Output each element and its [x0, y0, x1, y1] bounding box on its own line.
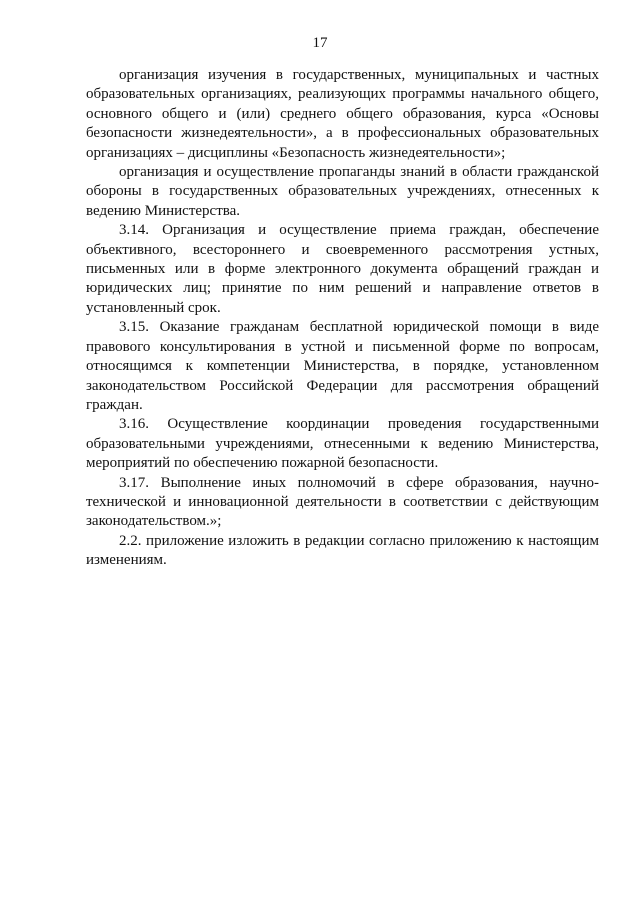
paragraph-2-2: 2.2. приложение изложить в редакции согласно приложению к настоящим изменениям.: [86, 532, 599, 569]
page-number: 17: [312, 35, 328, 51]
paragraph-3-14: 3.14. Организация и осуществление приема граждан, обеспечение объективного, всестороннего и своевременного рассмотрения устных, письменных или в форме электронного документа обращений граждан и юридических лиц; принятие по ним решений и направление ответов в установленный срок.: [86, 222, 599, 316]
paragraph-3-17: 3.17. Выполнение иных полномочий в сфере образования, научно-технической и инновационной деятельности в соответствии с действующим законодательством.»;: [86, 474, 599, 530]
paragraph-3-16: 3.16. Осуществление координации проведения государственными образовательными учреждениями, отнесенными к ведению Министерства, мероприятий по обеспечению пожарной безопасности.: [86, 416, 599, 472]
document-body: [86, 66, 599, 571]
paragraph-study-organization: организация изучения в государственных, муниципальных и частных образовательных организациях, реализующих программы начального общего, основного общего и (или) среднего общего образования, курса «Основы безопасности жизнедеятельности», а в профессиональных образовательных организациях – дисциплины «Безопасность жизнедеятельности»;: [86, 67, 599, 161]
paragraph-civil-defense-propaganda: организация и осуществление пропаганды знаний в области гражданской обороны в государственных образовательных учреждениях, отнесенных к ведению Министерства.: [86, 164, 599, 219]
paragraph-3-15: 3.15. Оказание гражданам бесплатной юридической помощи в виде правового консультирования в устной и письменной форме по вопросам, относящимся к компетенции Министерства, в порядке, установленном законодательством Российской Федерации для рассмотрения обращений граждан.: [86, 319, 599, 413]
